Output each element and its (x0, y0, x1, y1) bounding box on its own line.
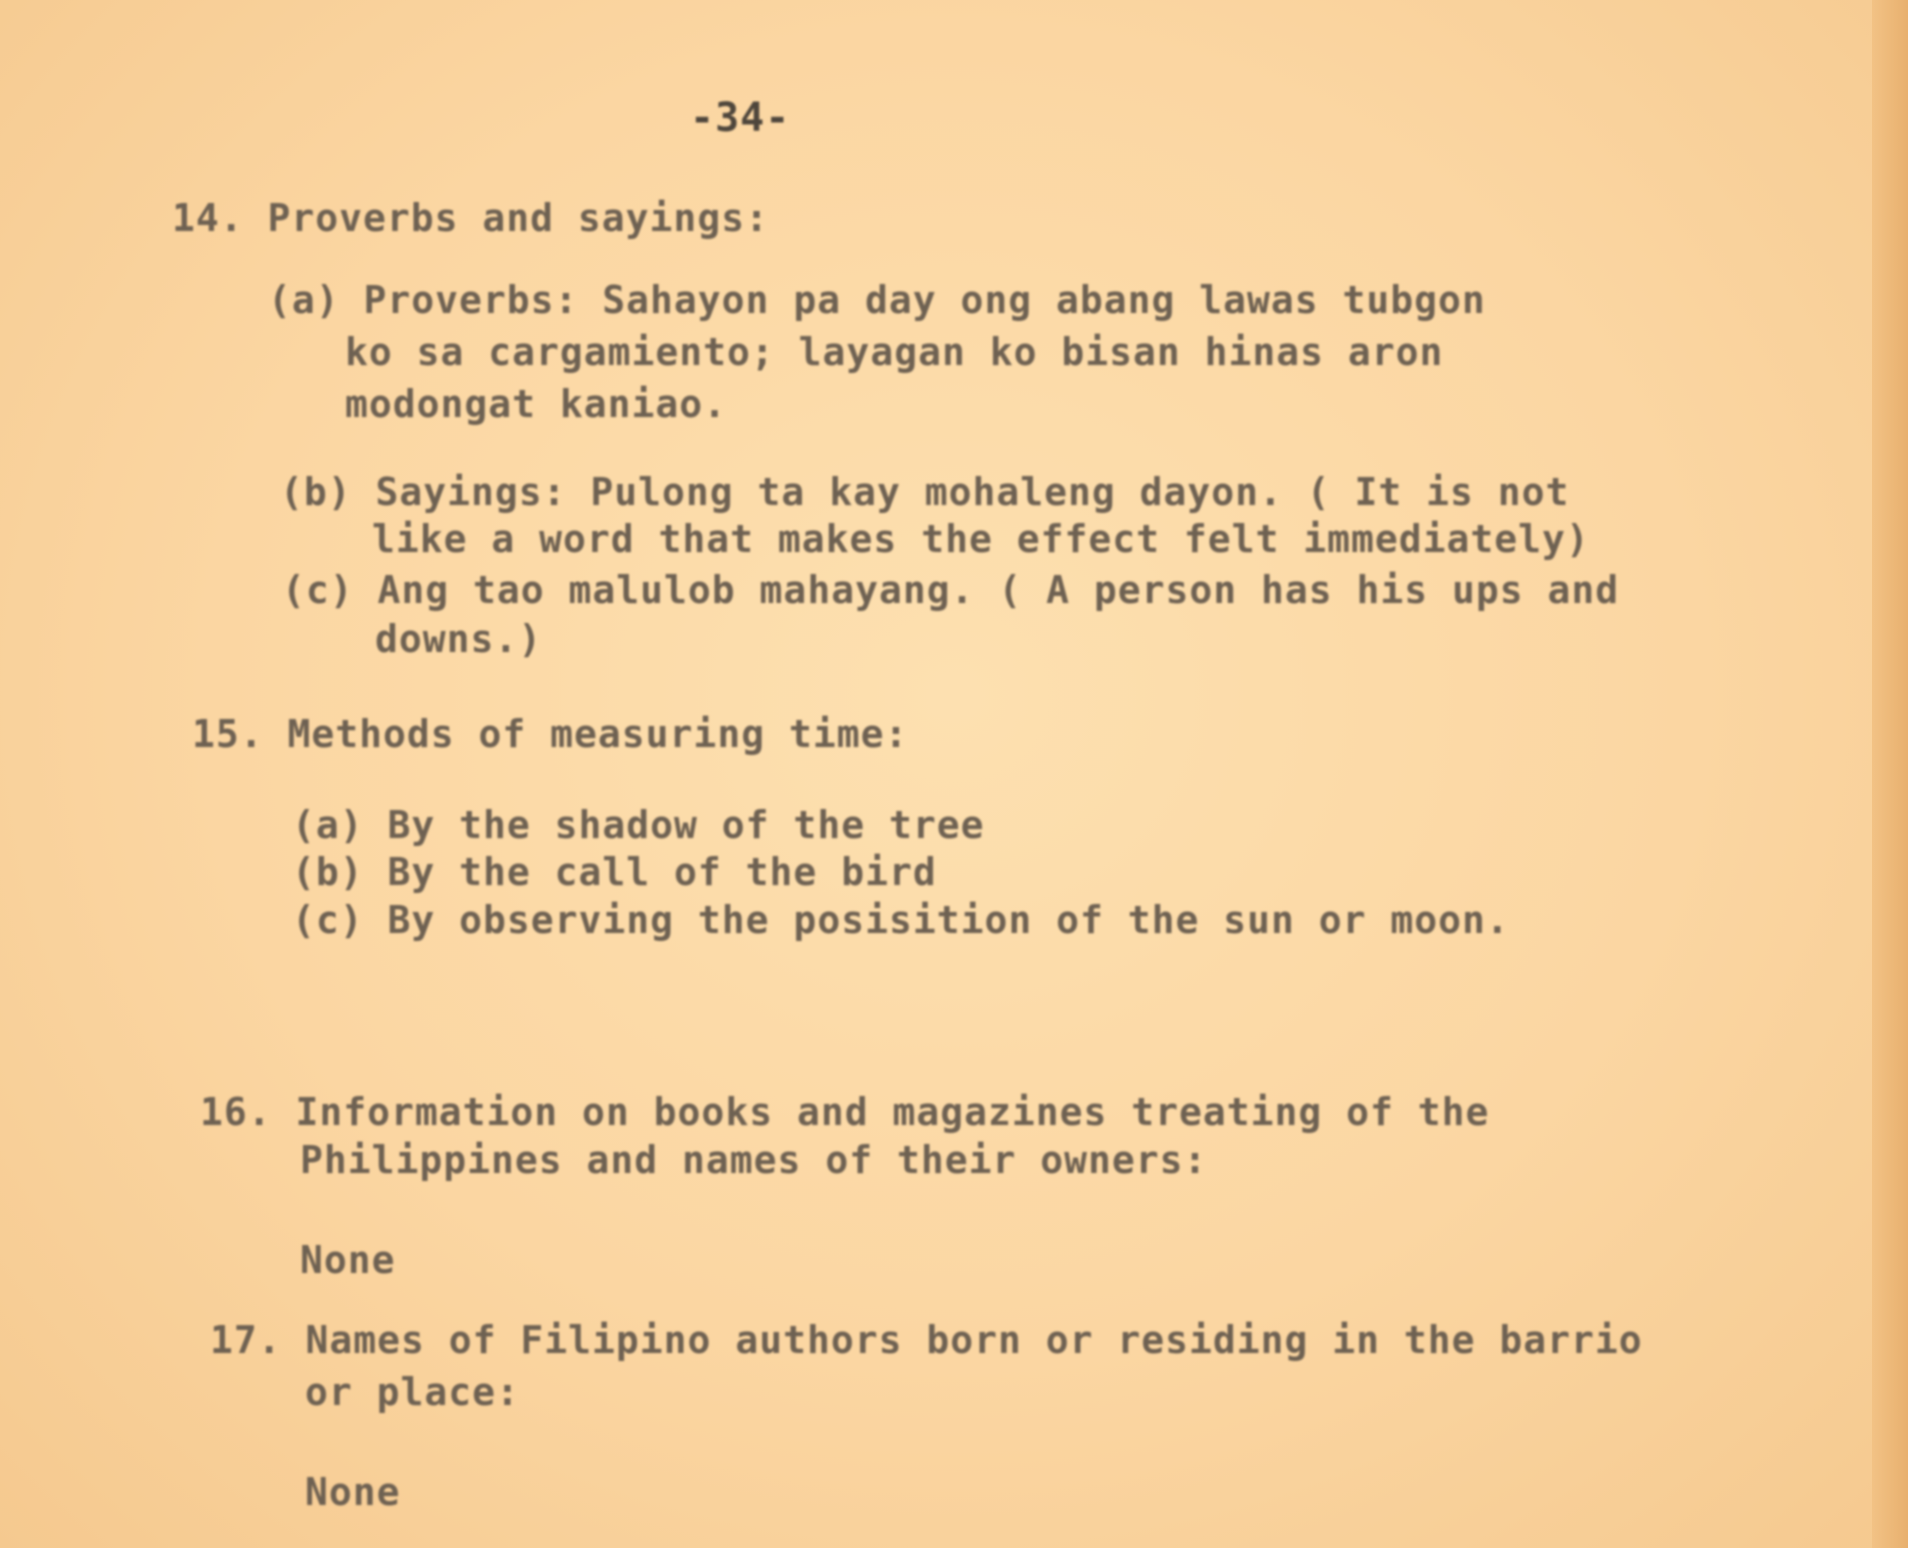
section-17-answer: None (305, 1470, 401, 1514)
proverbs-line-2: ko sa cargamiento; layagan ko bisan hinas aron (345, 330, 1444, 374)
sayings-c-line-2: downs.) (375, 617, 543, 661)
section-17-heading-line-1: 17. Names of Filipino authors born or residing in the barrio (210, 1318, 1643, 1362)
section-17-heading-line-2: or place: (305, 1370, 520, 1414)
proverbs-line-1: (a) Proverbs: Sahayon pa day ong abang lawas tubgon (268, 278, 1486, 322)
sayings-c-line-1: (c) Ang tao malulob mahayang. ( A person has his ups and (282, 568, 1620, 612)
proverbs-line-3: modongat kaniao. (345, 382, 728, 426)
time-method-b: (b) By the call of the bird (292, 850, 937, 894)
section-14-heading: 14. Proverbs and sayings: (172, 196, 769, 240)
section-16-heading-line-1: 16. Information on books and magazines treating of the (200, 1090, 1490, 1134)
page-number: -34- (690, 95, 791, 141)
section-15-heading: 15. Methods of measuring time: (192, 712, 909, 756)
section-16-heading-line-2: Philippines and names of their owners: (300, 1138, 1208, 1182)
sayings-line-2: like a word that makes the effect felt immediately) (372, 517, 1590, 561)
sayings-line-1: (b) Sayings: Pulong ta kay mohaleng dayon. ( It is not (280, 470, 1570, 514)
time-method-a: (a) By the shadow of the tree (292, 803, 985, 847)
section-16-answer: None (300, 1238, 396, 1282)
time-method-c: (c) By observing the posisition of the sun or moon. (292, 898, 1510, 942)
page-edge (1872, 0, 1908, 1548)
